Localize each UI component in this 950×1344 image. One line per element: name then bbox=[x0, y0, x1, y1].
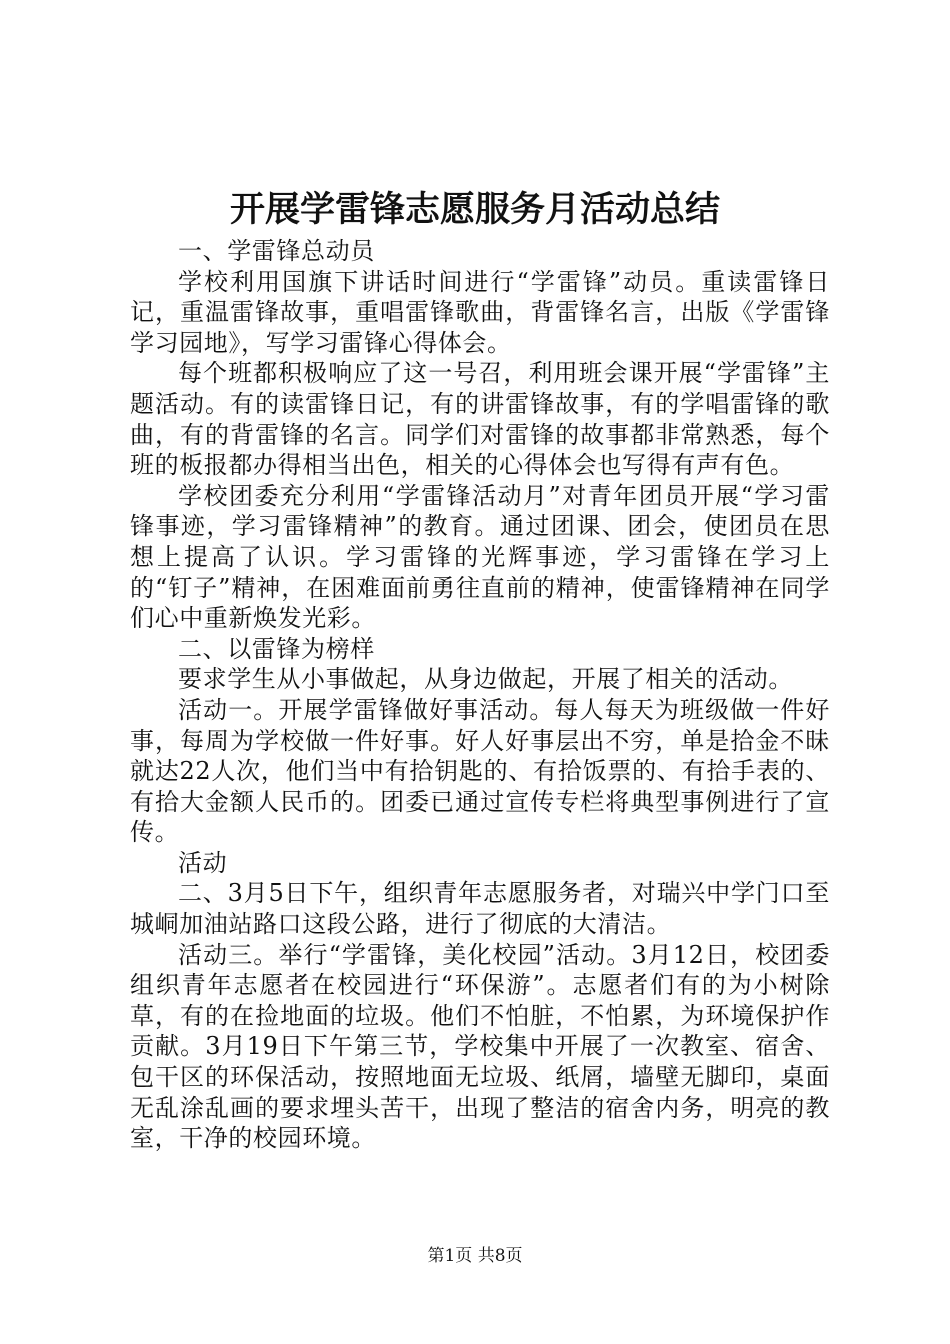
paragraph: 学校团委充分利用“学雷锋活动月”对青年团员开展“学习雷锋事迹，学习雷锋精神”的教育。通过团课、团会，使团员在思想上提高了认识。学习雷锋的光辉事迹，学习雷锋在学习上的“钉子”精神，在困难面前勇往直前的精神，使雷锋精神在同学们心中重新焕发光彩。 bbox=[130, 481, 830, 633]
document-body bbox=[130, 236, 830, 1154]
document-title: 开展学雷锋志愿服务月活动总结 bbox=[229, 190, 720, 230]
paragraph: 学校利用国旗下讲话时间进行“学雷锋”动员。重读雷锋日记，重温雷锋故事，重唱雷锋歌曲，背雷锋名言，出版《学雷锋学习园地》，写学习雷锋心得体会。 bbox=[130, 267, 830, 357]
paragraph: 二、3月5日下午，组织青年志愿服务者，对瑞兴中学门口至城峒加油站路口这段公路，进行了彻底的大清洁。 bbox=[130, 879, 830, 939]
paragraph: 活动三。举行“学雷锋，美化校园”活动。3月12日，校团委组织青年志愿者在校园进行“环保游”。志愿者们有的为小树除草，有的在捡地面的垃圾。他们不怕脏，不怕累，为环境保护作贡献。3月19日下午第三节，学校集中开展了一次教室、宿舍、包干区的环保活动，按照地面无垃圾、纸屑，墙壁无脚印，桌面无乱涂乱画的要求埋头苦干，出现了整洁的宿舍内务，明亮的教室，干净的校园环境。 bbox=[130, 940, 830, 1153]
page-number: 第1页 共8页 bbox=[427, 1246, 523, 1266]
section-heading-1: 一、学雷锋总动员 bbox=[178, 237, 375, 265]
section-heading-2: 二、以雷锋为榜样 bbox=[178, 634, 375, 663]
paragraph: 每个班都积极响应了这一号召，利用班会课开展“学雷锋”主题活动。有的读雷锋日记，有的讲雷锋故事，有的学唱雷锋的歌曲，有的背雷锋的名言。同学们对雷锋的故事都非常熟悉，每个班的板报都办得相当出色，相关的心得体会也写得有声有色。 bbox=[130, 359, 830, 480]
paragraph: 活动 bbox=[178, 848, 228, 877]
paragraph: 活动一。开展学雷锋做好事活动。每人每天为班级做一件好事，每周为学校做一件好事。好人好事层出不穷，单是拾金不昧就达22人次，他们当中有拾钥匙的、有拾饭票的、有拾手表的、有拾大金额人民币的。团委已通过宣传专栏将典型事例进行了宣传。 bbox=[130, 695, 830, 847]
paragraph: 要求学生从小事做起，从身边做起，开展了相关的活动。 bbox=[178, 665, 793, 694]
